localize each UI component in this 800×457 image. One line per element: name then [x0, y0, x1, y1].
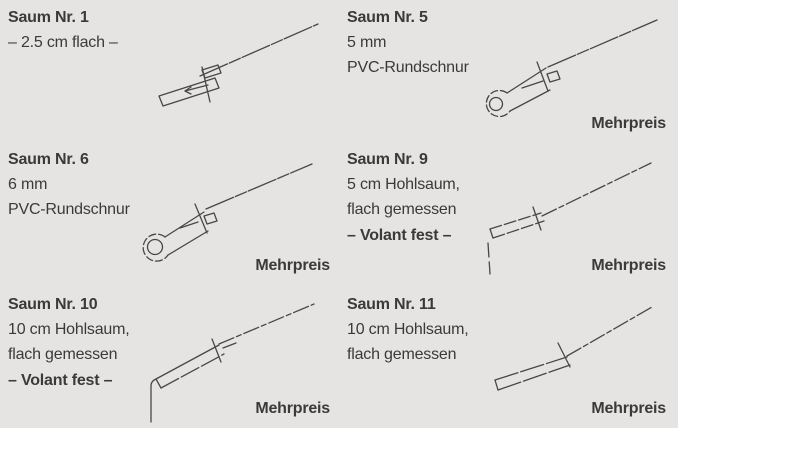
seam-title: Saum Nr. 5: [347, 9, 428, 26]
seam-spec-line: 5 cm Hohlsaum,: [347, 176, 460, 193]
seam-cell-6: [8, 151, 130, 226]
flat-hem-drawing: [143, 12, 328, 112]
seam-spec-line: PVC-Rundschnur: [347, 59, 469, 76]
volant-note: – Volant fest –: [347, 227, 452, 244]
seam-spec-line: – 2.5 cm flach –: [8, 34, 118, 51]
seam-spec-line: 6 mm: [8, 176, 48, 193]
seam-title: Saum Nr. 10: [8, 296, 98, 313]
mehrpreis-label: Mehrpreis: [591, 115, 666, 132]
seam-spec-line: flach gemessen: [347, 201, 457, 218]
seam-cell-10: [8, 296, 130, 397]
seam-spec-line: 10 cm Hohlsaum,: [8, 321, 130, 338]
seam-spec-line: 10 cm Hohlsaum,: [347, 321, 469, 338]
seam-cell-1: [8, 9, 118, 59]
mehrpreis-label: Mehrpreis: [255, 257, 330, 274]
seam-title: Saum Nr. 1: [8, 9, 89, 26]
seam-cell-9: [347, 151, 460, 252]
mehrpreis-label: Mehrpreis: [591, 257, 666, 274]
mehrpreis-label: Mehrpreis: [591, 400, 666, 417]
seam-title: Saum Nr. 9: [347, 151, 428, 168]
volant-note: – Volant fest –: [8, 372, 113, 389]
seam-spec-line: flach gemessen: [347, 346, 457, 363]
mehrpreis-label: Mehrpreis: [255, 400, 330, 417]
seam-title: Saum Nr. 11: [347, 296, 436, 313]
seam-spec-line: PVC-Rundschnur: [8, 201, 130, 218]
seam-title: Saum Nr. 6: [8, 151, 89, 168]
pvc-round-cord-6mm-drawing: [138, 150, 333, 262]
seam-spec-line: 5 mm: [347, 34, 387, 51]
seam-spec-line: flach gemessen: [8, 346, 118, 363]
